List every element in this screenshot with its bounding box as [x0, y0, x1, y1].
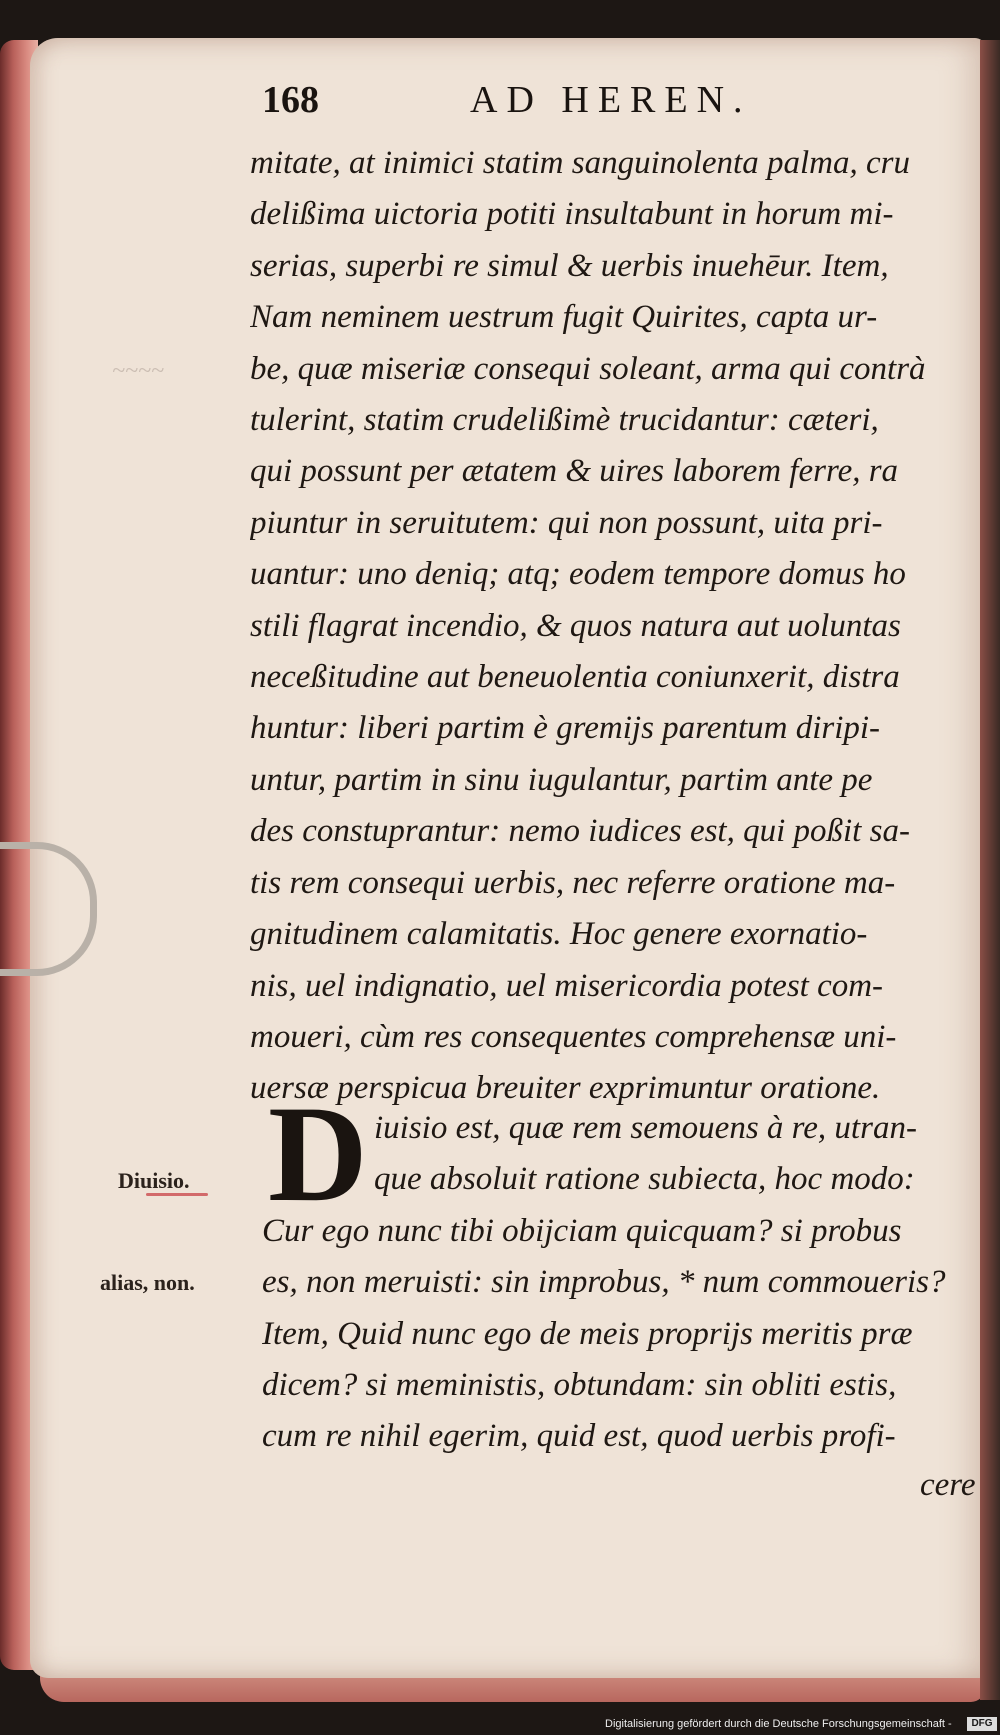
show-through-mark: ~~~~ [112, 358, 164, 384]
text-line: be, quæ miseriæ consequi soleant, arma qui contrà [250, 350, 926, 387]
text-line: Item, Quid nunc ego de meis proprijs meritis præ [262, 1315, 913, 1352]
text-line: tulerint, statim crudelißimè trucidantur: cæteri, [250, 402, 879, 439]
margin-note-alias: alias, non. [100, 1270, 195, 1295]
catchword: cere [920, 1467, 976, 1503]
text-line: mitate, at inimici statim sanguinolenta palma, cru [250, 145, 910, 181]
text-line: qui possunt per ætatem & uires laborem ferre, ra [250, 453, 899, 490]
right-page-edge [980, 40, 1000, 1700]
text-line: cum re nihil egerim, quid est, quod uerbis profi- [262, 1418, 896, 1455]
text-line: gnitudinem calamitatis. Hoc genere exornatio- [250, 916, 868, 953]
text-line: stili flagrat incendio, & quos natura aut uoluntas [250, 607, 901, 644]
digitization-credit: Digitalisierung gefördert durch die Deutsche Forschungsgemeinschaft - [605, 1718, 952, 1730]
text-line: que absoluit ratione subiecta, hoc modo: [374, 1161, 915, 1198]
text-line: iuisio est, quæ rem semouens à re, utran- [374, 1110, 917, 1146]
text-line: Cur ego nunc tibi obijciam quicquam? si probus [262, 1212, 902, 1249]
drop-cap: D [268, 1077, 368, 1230]
text-line: delißima uictoria potiti insultabunt in horum mi- [250, 196, 894, 233]
text-line: es, non meruisti: sin improbus, * num commoueris? [262, 1264, 946, 1301]
text-line: nis, uel indignatio, uel misericordia potest com- [250, 967, 884, 1004]
red-underline-mark [146, 1193, 208, 1196]
text-line: dicem? si meministis, obtundam: sin obliti estis, [262, 1367, 897, 1404]
body-text [250, 138, 970, 1115]
margin-note-diuisio: Diuisio. [118, 1168, 190, 1193]
text-line: neceßitudine aut beneuolentia coniunxerit, distra [250, 659, 900, 696]
text-line: serias, superbi re simul & uerbis inuehēur. Item, [250, 247, 889, 284]
text-line: uantur: uno deniq; atq; eodem tempore domus ho [250, 556, 906, 593]
text-line: huntur: liberi partim è gremijs parentum diripi- [250, 710, 881, 747]
text-line: uersæ perspicua breuiter exprimuntur oratione. [250, 1070, 881, 1107]
text-line: moueri, cùm res consequentes comprehensæ uni- [250, 1018, 897, 1055]
text-line: tis rem consequi uerbis, nec referre oratione ma- [250, 864, 896, 901]
text-line: untur, partim in sinu iugulantur, partim ante pe [250, 761, 873, 798]
dfg-logo-icon: DFG [967, 1717, 997, 1731]
text-line: Nam neminem uestrum fugit Quirites, capta ur- [250, 299, 878, 336]
page-header [0, 78, 1000, 121]
text-line: piuntur in seruitutem: qui non possunt, uita pri- [250, 504, 883, 541]
running-head: AD HEREN. [470, 79, 752, 121]
section-diuisio-text [262, 1103, 972, 1463]
text-line: des constuprantur: nemo iudices est, qui poßit sa- [250, 813, 910, 850]
page-number: 168 [262, 79, 319, 121]
